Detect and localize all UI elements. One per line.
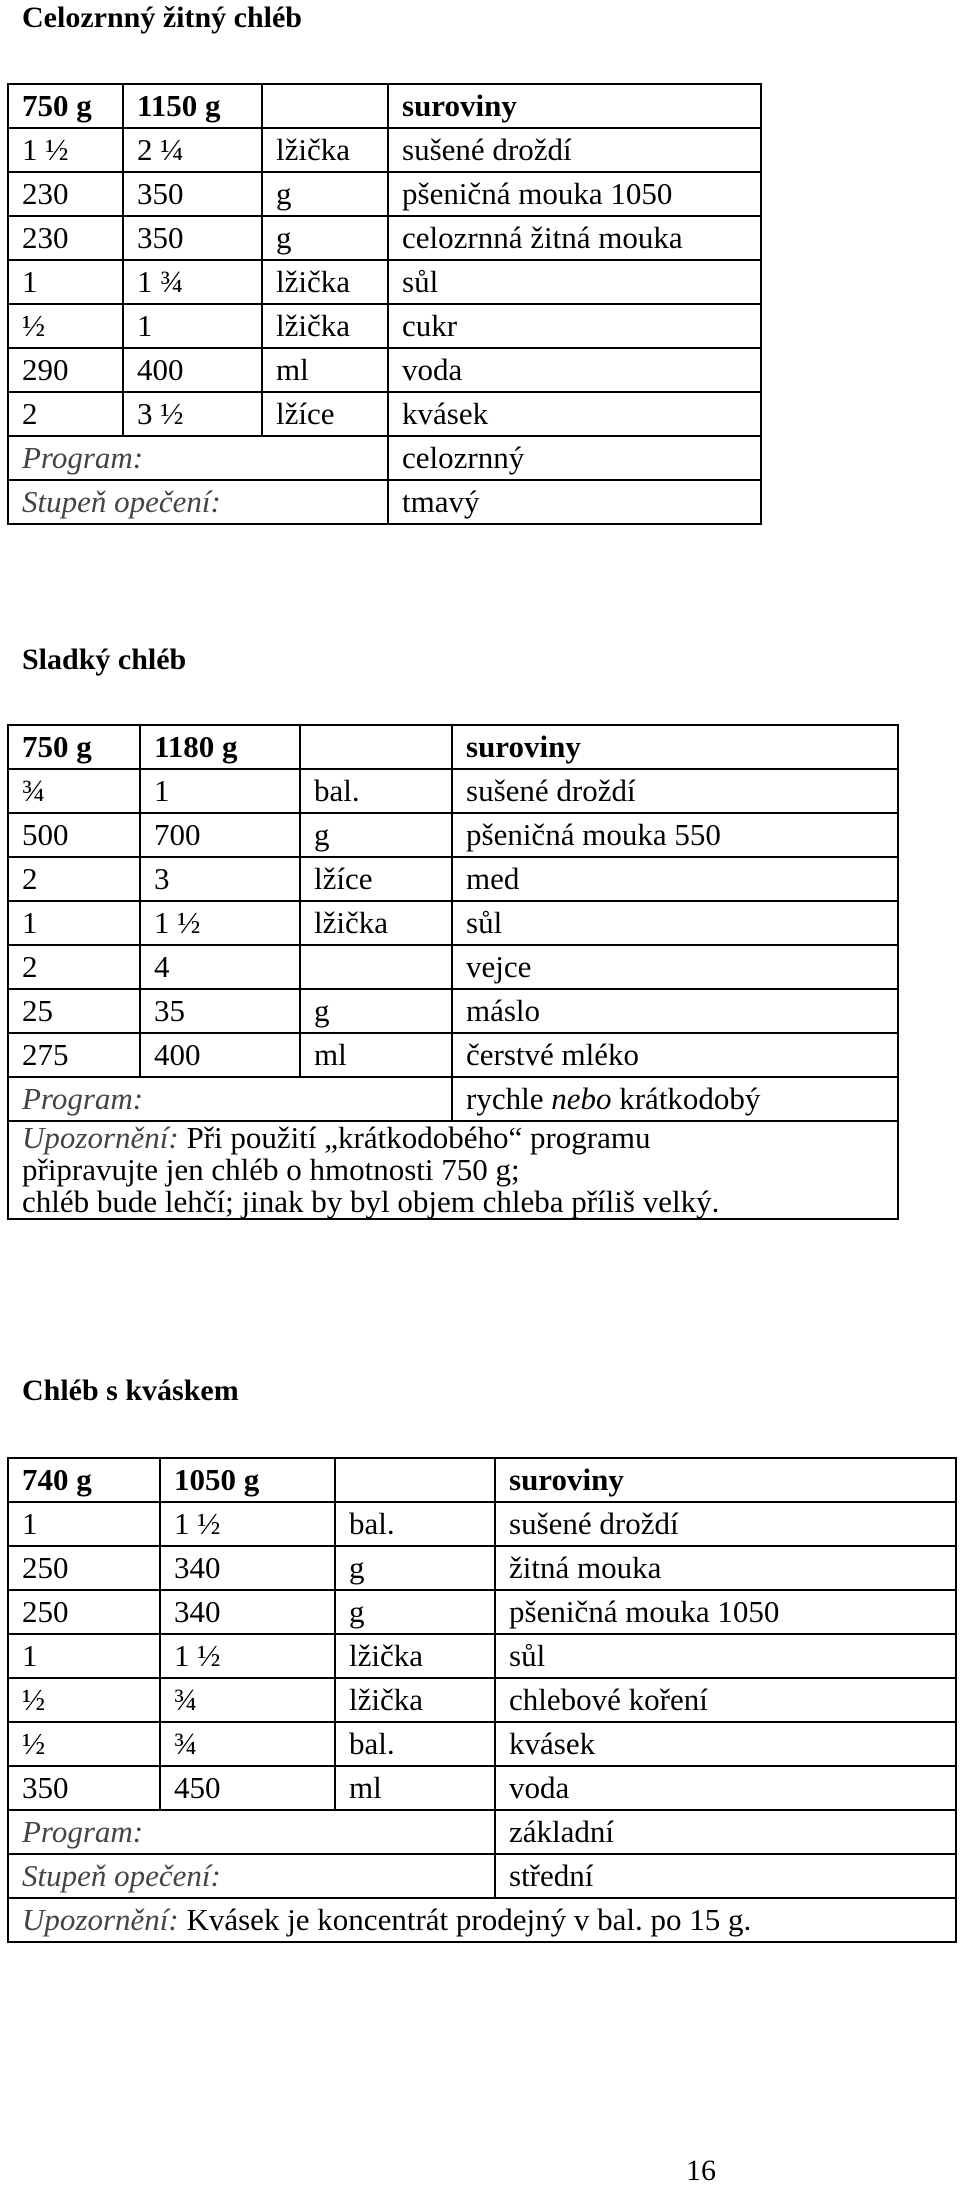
table-cell: sušené droždí [388,128,761,172]
table-cell: 700 [140,813,300,857]
table-row [8,1546,956,1590]
table-row [8,216,761,260]
recipe-title: Chléb s kváskem [22,1374,239,1407]
table-cell: 750 g [8,84,123,128]
table-cell: cukr [388,304,761,348]
table-cell: 400 [140,1033,300,1077]
table-cell: 25 [8,989,140,1033]
table-cell: 35 [140,989,300,1033]
table-cell: 1 [8,901,140,945]
note-label: Upozornění: [22,1120,179,1155]
table-cell: sušené droždí [495,1502,956,1546]
recipe-table [7,1457,957,1943]
table-cell: 290 [8,348,123,392]
table-cell: bal. [300,769,452,813]
table-cell: 3 [140,857,300,901]
table-cell: 1 ½ [8,128,123,172]
table-cell: vejce [452,945,898,989]
table-cell: 2 ¼ [123,128,262,172]
table-cell: g [300,989,452,1033]
stage-value: střední [495,1854,956,1898]
table-cell: g [335,1546,495,1590]
table-cell: 340 [160,1546,335,1590]
table-cell: 750 g [8,725,140,769]
table-cell: čerstvé mléko [452,1033,898,1077]
table-cell: 3 ½ [123,392,262,436]
table-cell: 250 [8,1546,160,1590]
table-cell: bal. [335,1722,495,1766]
table-cell: 1 [8,260,123,304]
table-row [8,945,898,989]
table-cell: ½ [8,304,123,348]
table-cell: ml [262,348,388,392]
program-value-a: rychle [466,1081,544,1116]
table-cell: sůl [495,1634,956,1678]
table-row [8,1033,898,1077]
table-header-row [8,84,761,128]
table-cell: lžíce [300,857,452,901]
table-row [8,989,898,1033]
table-row [8,304,761,348]
stage-row [8,480,761,524]
table-cell: 230 [8,172,123,216]
table-cell: 2 [8,392,123,436]
table-cell: suroviny [452,725,898,769]
table-cell: 2 [8,857,140,901]
table-cell: ½ [8,1678,160,1722]
stage-value: tmavý [388,480,761,524]
table-row [8,1678,956,1722]
table-cell: 350 [123,172,262,216]
note-text: Kvásek je koncentrát prodejný v bal. po 15 g. [186,1902,752,1937]
table-header-row [8,725,898,769]
table-row [8,348,761,392]
recipe-title: Celozrnný žitný chléb [22,1,302,34]
table-cell: pšeničná mouka 1050 [388,172,761,216]
table-row [8,128,761,172]
note-row [8,1898,956,1942]
program-label: Program: [8,1077,452,1121]
table-row [8,260,761,304]
stage-label: Stupeň opečení: [8,1854,495,1898]
table-row [8,1590,956,1634]
table-cell: 400 [123,348,262,392]
note-line: připravujte jen chléb o hmotnosti 750 g; [22,1152,520,1187]
program-value [452,1077,898,1121]
note [8,1898,956,1942]
table-cell: máslo [452,989,898,1033]
table-cell: lžička [300,901,452,945]
table-cell: 1150 g [123,84,262,128]
table-cell: ½ [8,1722,160,1766]
table-cell: sůl [388,260,761,304]
table-cell: 350 [123,216,262,260]
table-cell: 1 ½ [140,901,300,945]
table-cell: kvásek [388,392,761,436]
note-row [8,1121,898,1219]
table-cell: 1180 g [140,725,300,769]
table-cell: chlebové koření [495,1678,956,1722]
table-row [8,1502,956,1546]
table-cell: 740 g [8,1458,160,1502]
program-value-or: nebo [551,1081,612,1116]
table-cell [262,84,388,128]
table-cell: lžíce [262,392,388,436]
program-value: celozrnný [388,436,761,480]
table-cell: ¾ [160,1722,335,1766]
table-cell: med [452,857,898,901]
table-row [8,172,761,216]
table-row [8,1766,956,1810]
table-cell: sušené droždí [452,769,898,813]
table-cell: sůl [452,901,898,945]
table-cell: g [262,172,388,216]
table-cell: kvásek [495,1722,956,1766]
table-cell: 275 [8,1033,140,1077]
stage-label: Stupeň opečení: [8,480,388,524]
table-cell: voda [388,348,761,392]
table-cell: bal. [335,1502,495,1546]
table-cell: 450 [160,1766,335,1810]
table-row [8,813,898,857]
table-row [8,769,898,813]
table-row [8,392,761,436]
table-cell: žitná mouka [495,1546,956,1590]
table-cell: lžička [335,1678,495,1722]
page-number: 16 [686,2154,716,2187]
table-cell: g [335,1590,495,1634]
table-cell: 1 ¾ [123,260,262,304]
note-label: Upozornění: [22,1902,179,1937]
program-label: Program: [8,1810,495,1854]
stage-row [8,1854,956,1898]
table-row [8,901,898,945]
program-value-b: krátkodobý [619,1081,761,1116]
table-cell: 4 [140,945,300,989]
recipe-table [7,83,762,525]
table-cell: 1 [140,769,300,813]
table-cell: ¾ [160,1678,335,1722]
note-line: chléb bude lehčí; jinak by byl objem chleba příliš velký. [22,1184,720,1219]
table-cell: lžička [262,128,388,172]
note [8,1121,898,1219]
table-cell: 350 [8,1766,160,1810]
program-value: základní [495,1810,956,1854]
table-cell: ml [335,1766,495,1810]
table-header-row [8,1458,956,1502]
table-cell [335,1458,495,1502]
table-cell: 1050 g [160,1458,335,1502]
table-cell: 1 [8,1502,160,1546]
table-row [8,857,898,901]
table-cell: 250 [8,1590,160,1634]
table-row [8,1634,956,1678]
table-cell: lžička [335,1634,495,1678]
table-cell: ml [300,1033,452,1077]
table-cell: suroviny [495,1458,956,1502]
table-cell: 1 ½ [160,1634,335,1678]
table-cell: pšeničná mouka 550 [452,813,898,857]
table-cell: g [262,216,388,260]
table-cell: lžička [262,304,388,348]
table-cell: 1 [8,1634,160,1678]
table-cell: voda [495,1766,956,1810]
table-cell [300,945,452,989]
table-cell: suroviny [388,84,761,128]
table-row [8,1722,956,1766]
program-row [8,1077,898,1121]
table-cell: 500 [8,813,140,857]
table-cell: lžička [262,260,388,304]
table-cell: 230 [8,216,123,260]
table-cell: g [300,813,452,857]
note-line: Při použití „krátkodobého“ programu [186,1120,651,1155]
table-cell: 340 [160,1590,335,1634]
recipe-table [7,724,899,1220]
table-cell: 1 [123,304,262,348]
table-cell: 2 [8,945,140,989]
program-label: Program: [8,436,388,480]
table-cell: ¾ [8,769,140,813]
program-row [8,1810,956,1854]
table-cell: 1 ½ [160,1502,335,1546]
table-cell [300,725,452,769]
program-row [8,436,761,480]
table-cell: pšeničná mouka 1050 [495,1590,956,1634]
recipe-title: Sladký chléb [22,643,187,676]
table-cell: celozrnná žitná mouka [388,216,761,260]
